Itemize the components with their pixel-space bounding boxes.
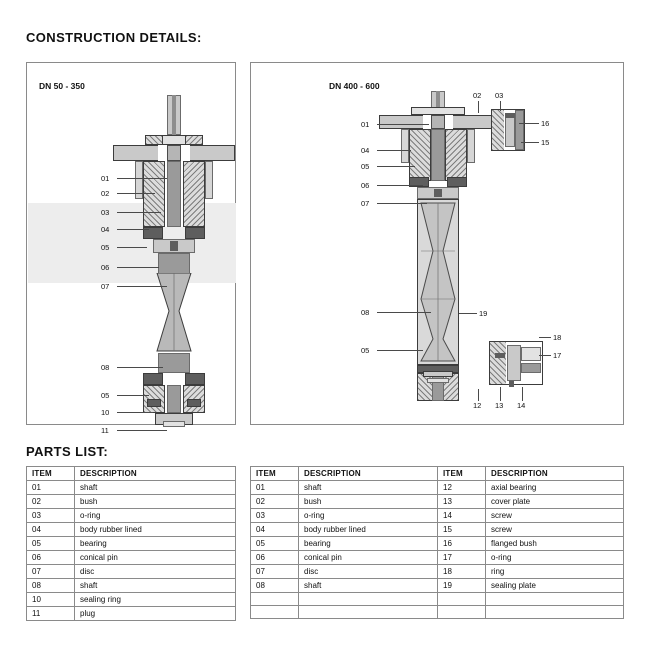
callout-right-17: 17	[553, 351, 562, 360]
table-row	[251, 523, 624, 537]
cell-item: 08	[27, 579, 75, 593]
cell-description: flanged bush	[486, 537, 624, 551]
sealing-ring-right	[187, 399, 201, 407]
leader-left-03	[117, 212, 161, 213]
construction-details-heading: CONSTRUCTION DETAILS:	[26, 30, 202, 45]
cell-description: screw	[486, 509, 624, 523]
table-header-row	[27, 467, 236, 481]
cell-description: disc	[299, 565, 438, 579]
leader-right-12	[478, 389, 479, 401]
leader-right-19	[459, 313, 477, 314]
sealing-plate-r	[423, 371, 453, 377]
callout-left-04: 04	[101, 225, 110, 234]
column-header-item: ITEM	[251, 467, 299, 481]
callout-right-19: 19	[479, 309, 488, 318]
table-row	[251, 537, 624, 551]
drawing-label-left: DN 50 - 350	[39, 81, 85, 91]
table-row	[251, 606, 624, 619]
neck-shoulder-left-r	[401, 129, 409, 163]
table-row	[27, 537, 236, 551]
leader-left-08	[117, 367, 163, 368]
leader-right-16	[519, 123, 539, 124]
parts-table-left	[26, 466, 236, 621]
cell-description: disc	[75, 565, 236, 579]
callout-left-06: 06	[101, 263, 110, 272]
callout-right-06: 06	[361, 181, 370, 190]
parts-table-right	[250, 466, 624, 619]
cell-description: bearing	[299, 537, 438, 551]
cell-item: 15	[438, 523, 486, 537]
bearing-lower-right	[185, 373, 205, 385]
callout-right-12: 12	[473, 401, 482, 410]
cell-item: 04	[27, 523, 75, 537]
disc-hub-lower	[158, 353, 190, 373]
cell-description: shaft	[75, 579, 236, 593]
column-header-description: DESCRIPTION	[75, 467, 236, 481]
parts-list-heading: PARTS LIST:	[26, 444, 109, 459]
bearing-upper-right	[185, 227, 205, 239]
shaft-in-bore	[167, 145, 181, 161]
drawing-panel-dn50-350	[26, 62, 236, 435]
table-header-row	[251, 467, 624, 481]
leader-left-06	[117, 267, 159, 268]
column-header-description: DESCRIPTION	[299, 467, 438, 481]
callout-left-10: 10	[101, 408, 110, 417]
leader-left-02	[117, 193, 155, 194]
callout-right-01: 01	[361, 120, 370, 129]
cell-item: 06	[27, 551, 75, 565]
cell-item: 05	[251, 537, 299, 551]
cell-item: 08	[251, 579, 299, 593]
detail-top-hatch-left	[492, 110, 504, 150]
callout-right-08: 08	[361, 308, 370, 317]
callout-right-05a: 05	[361, 162, 370, 171]
cell-item: 03	[27, 509, 75, 523]
table-row	[251, 551, 624, 565]
shaft-in-bore-r	[431, 115, 445, 129]
bush-flange-left	[145, 135, 163, 145]
callout-right-13: 13	[495, 401, 504, 410]
table-row	[27, 481, 236, 495]
leader-right-02	[478, 101, 479, 113]
cell-item: 17	[438, 551, 486, 565]
leader-right-14	[522, 387, 523, 401]
sealing-ring-left	[147, 399, 161, 407]
cell-item: 01	[27, 481, 75, 495]
cell-description: bearing	[75, 537, 236, 551]
cell-item: 02	[251, 495, 299, 509]
leader-right-07	[377, 203, 427, 204]
callout-right-03: 03	[495, 91, 504, 100]
cell-description: plug	[75, 607, 236, 621]
cell-item: 07	[27, 565, 75, 579]
axial-bearing	[495, 353, 505, 358]
cell-description: sealing ring	[75, 593, 236, 607]
cell-description: axial bearing	[486, 481, 624, 495]
drawing-panel-dn400-600	[250, 62, 624, 425]
cell-item: 07	[251, 565, 299, 579]
detail-bottom-hatch	[490, 342, 506, 384]
table-row	[251, 579, 624, 593]
o-ring-17	[521, 363, 541, 373]
cell-description: shaft	[75, 481, 236, 495]
leader-left-07	[117, 286, 167, 287]
screw-14	[509, 381, 514, 387]
cell-description: o-ring	[299, 509, 438, 523]
leader-right-13	[500, 387, 501, 401]
cell-description: bush	[75, 495, 236, 509]
shaft-mid	[167, 161, 181, 227]
lower-cap-r	[427, 378, 449, 383]
table-row	[251, 495, 624, 509]
neck-shoulder-right-r	[467, 129, 475, 163]
neck-wall-left	[143, 161, 165, 227]
callout-right-04: 04	[361, 146, 370, 155]
table-row	[27, 565, 236, 579]
neck-gap-right	[181, 161, 183, 227]
callout-left-07: 07	[101, 282, 110, 291]
table-row	[27, 593, 236, 607]
callout-left-11: 11	[101, 426, 109, 435]
conical-pin-r	[434, 189, 442, 197]
cell-description: screw	[486, 523, 624, 537]
cell-description: conical pin	[75, 551, 236, 565]
neck-wall-right-r	[445, 129, 467, 181]
leader-right-03	[500, 101, 501, 111]
bearing-lower-left	[143, 373, 163, 385]
neck-shoulder-right	[205, 161, 213, 199]
table-row	[251, 481, 624, 495]
table-row	[27, 523, 236, 537]
cell-description: o-ring	[486, 551, 624, 565]
cell-description: o-ring	[75, 509, 236, 523]
cell-description: bush	[299, 495, 438, 509]
cell-item	[438, 606, 486, 619]
callout-left-05b: 05	[101, 391, 110, 400]
shaft-collar-r	[411, 107, 465, 115]
cell-description: conical pin	[299, 551, 438, 565]
callout-left-02: 02	[101, 189, 110, 198]
table-row	[27, 551, 236, 565]
cell-description: body rubber lined	[299, 523, 438, 537]
cell-item: 05	[27, 537, 75, 551]
flanged-bush	[505, 113, 515, 147]
cell-description	[486, 593, 624, 606]
table-row	[27, 579, 236, 593]
cell-description: shaft	[299, 579, 438, 593]
cell-description	[486, 606, 624, 619]
plug-cap	[163, 421, 185, 427]
leader-right-15	[521, 142, 539, 143]
cell-item: 10	[27, 593, 75, 607]
disc-profile	[135, 273, 213, 353]
drawing-label-right: DN 400 - 600	[329, 81, 380, 91]
table-row	[27, 607, 236, 621]
leader-left-05b	[117, 395, 149, 396]
cell-description	[299, 593, 438, 606]
cell-description: cover plate	[486, 495, 624, 509]
ring-18	[521, 347, 541, 361]
column-header-description-2: DESCRIPTION	[486, 467, 624, 481]
leader-right-01	[377, 124, 429, 125]
cell-description: shaft	[299, 481, 438, 495]
callout-right-02: 02	[473, 91, 482, 100]
cell-item: 02	[27, 495, 75, 509]
cell-description: sealing plate	[486, 579, 624, 593]
cell-item: 18	[438, 565, 486, 579]
leader-right-08	[377, 312, 431, 313]
callout-right-15: 15	[541, 138, 550, 147]
leader-left-05a	[117, 247, 147, 248]
table-row	[27, 495, 236, 509]
leader-left-04	[117, 229, 149, 230]
neck-gap-left	[165, 161, 167, 227]
cell-item	[251, 593, 299, 606]
disc-profile-r	[417, 199, 459, 365]
table-row	[251, 509, 624, 523]
callout-right-16: 16	[541, 119, 550, 128]
cell-item: 03	[251, 509, 299, 523]
cell-item: 19	[438, 579, 486, 593]
cell-item	[251, 606, 299, 619]
column-header-item-2: ITEM	[438, 467, 486, 481]
detail-top-screw	[515, 110, 524, 150]
shaft-core-top	[172, 95, 176, 135]
leader-right-04	[377, 150, 411, 151]
leader-left-11	[117, 430, 167, 431]
cell-item: 04	[251, 523, 299, 537]
bush-flange-right	[185, 135, 203, 145]
callout-left-03: 03	[101, 208, 110, 217]
leader-right-05a	[377, 166, 415, 167]
table-row	[251, 593, 624, 606]
leader-right-06	[377, 185, 423, 186]
neck-wall-right	[183, 161, 205, 227]
cell-description: ring	[486, 565, 624, 579]
cell-item: 01	[251, 481, 299, 495]
bearing-upper-right-r	[447, 177, 467, 187]
shaft-mid-r	[431, 129, 445, 181]
leader-right-18	[539, 337, 551, 338]
flanged-bush-flange	[505, 113, 515, 118]
cover-plate	[507, 345, 521, 381]
cell-item: 16	[438, 537, 486, 551]
leader-left-01	[117, 178, 167, 179]
callout-left-01: 01	[101, 174, 110, 183]
cell-item: 06	[251, 551, 299, 565]
table-row	[251, 565, 624, 579]
cell-description: body rubber lined	[75, 523, 236, 537]
table-row	[27, 509, 236, 523]
callout-left-05a: 05	[101, 243, 110, 252]
leader-right-17	[539, 355, 551, 356]
callout-left-08: 08	[101, 363, 110, 372]
callout-right-14: 14	[517, 401, 526, 410]
cell-item	[438, 593, 486, 606]
cell-item: 14	[438, 509, 486, 523]
cell-item: 11	[27, 607, 75, 621]
callout-right-07: 07	[361, 199, 370, 208]
disc-hub-upper	[158, 253, 190, 275]
cell-item: 12	[438, 481, 486, 495]
leader-left-10	[117, 412, 153, 413]
cell-description	[299, 606, 438, 619]
neck-wall-left-r	[409, 129, 431, 181]
leader-right-05b	[377, 350, 423, 351]
shaft-lower	[167, 385, 181, 413]
callout-right-18: 18	[553, 333, 562, 342]
conical-pin	[170, 241, 178, 251]
cell-item: 13	[438, 495, 486, 509]
callout-right-05b: 05	[361, 346, 370, 355]
column-header-item: ITEM	[27, 467, 75, 481]
